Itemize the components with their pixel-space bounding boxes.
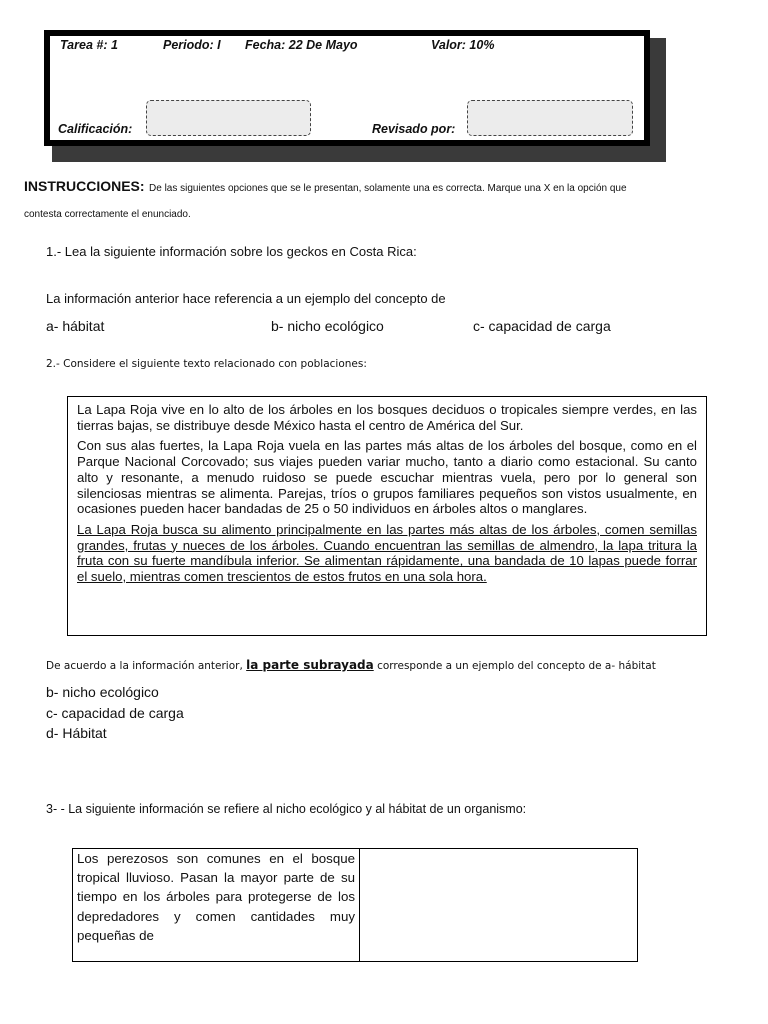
calificacion-label: Calificación:: [58, 122, 133, 136]
q2-prompt: 2.- Considere el siguiente texto relacionado con poblaciones:: [46, 358, 367, 370]
q1-statement: La información anterior hace referencia a un ejemplo del concepto de: [46, 291, 446, 306]
q2-option-b[interactable]: b- nicho ecológico: [46, 684, 159, 700]
q2-statement-emphasis: la parte subrayada: [246, 658, 374, 672]
q3-table: [72, 848, 638, 962]
periodo-label: Periodo: I: [163, 38, 221, 52]
valor-label: Valor: 10%: [431, 38, 495, 52]
lapa-paragraph-2: Con sus alas fuertes, la Lapa Roja vuela en las partes más altas de los árboles del bosque, como en el Parque Nacional Corcovado; sus viajes pueden variar mucho, tanto a diario como estacional. Su canto alto y resonante, a menudo ruidoso se puede escuchar mientras vuela, pero por lo general son silenciosas mientras se alimenta. Parejas, tríos o grupos familiares pequeños son vistos usualmente, en ocasiones pueden hacer bandadas de 25 o 50 individuos en árboles altos o manglares.: [77, 438, 697, 517]
q1-option-c[interactable]: c- capacidad de carga: [473, 318, 611, 334]
lapa-roja-text: [77, 402, 697, 585]
q2-statement-before: De acuerdo a la información anterior,: [46, 660, 243, 672]
table-row: [73, 849, 638, 962]
q3-prompt: 3- - La siguiente información se refiere al nicho ecológico y al hábitat de un organismo:: [46, 802, 527, 816]
tarea-label: Tarea #: 1: [60, 38, 118, 52]
lapa-paragraph-3-underlined: La Lapa Roja busca su alimento principalmente en las partes más altas de los árboles, comen semillas grandes, frutas y nueces de los árboles. Cuando encuentran las semillas de almendro, la lapa tritura la fruta con su fuerte mandíbula inferior. Se alimentan rápidamente, una bandada de 10 lapas puede forrar el suelo, mientras comen trescientos de estos frutos en una sola hora.: [77, 521, 697, 585]
instructions-text: De las siguientes opciones que se le presentan, solamente una es correcta. Marque una X en la opción que: [149, 183, 627, 194]
q2-statement: [46, 658, 656, 672]
revisado-field[interactable]: [467, 100, 633, 136]
revisado-label: Revisado por:: [372, 122, 456, 136]
q1-option-a[interactable]: a- hábitat: [46, 318, 105, 334]
calificacion-field[interactable]: [146, 100, 311, 136]
q3-cell-empty[interactable]: [360, 849, 638, 962]
q1-option-b[interactable]: b- nicho ecológico: [271, 318, 384, 334]
q3-cell-text: [73, 849, 360, 962]
q2-statement-after: corresponde a un ejemplo del concepto de a- hábitat: [377, 660, 656, 672]
lapa-paragraph-1: La Lapa Roja vive en lo alto de los árboles en los bosques deciduos o tropicales siempre verdes, en las tierras bajas, se distribuye desde México hasta el centro de América del Sur.: [77, 402, 697, 433]
q1-prompt: 1.- Lea la siguiente información sobre los geckos en Costa Rica:: [46, 244, 417, 259]
instructions-text-continued: contesta correctamente el enunciado.: [24, 209, 191, 220]
q2-option-c[interactable]: c- capacidad de carga: [46, 705, 184, 721]
q2-option-d[interactable]: d- Hábitat: [46, 725, 107, 741]
instructions-title: INSTRUCCIONES:: [24, 178, 145, 194]
sloth-text: Los perezosos son comunes en el bosque tropical lluvioso. Pasan la mayor parte de su tiempo en los árboles para protegerse de los depredadores y comen cantidades muy pequeñas de: [77, 851, 355, 943]
instructions: [24, 178, 627, 196]
fecha-label: Fecha: 22 De Mayo: [245, 38, 358, 52]
